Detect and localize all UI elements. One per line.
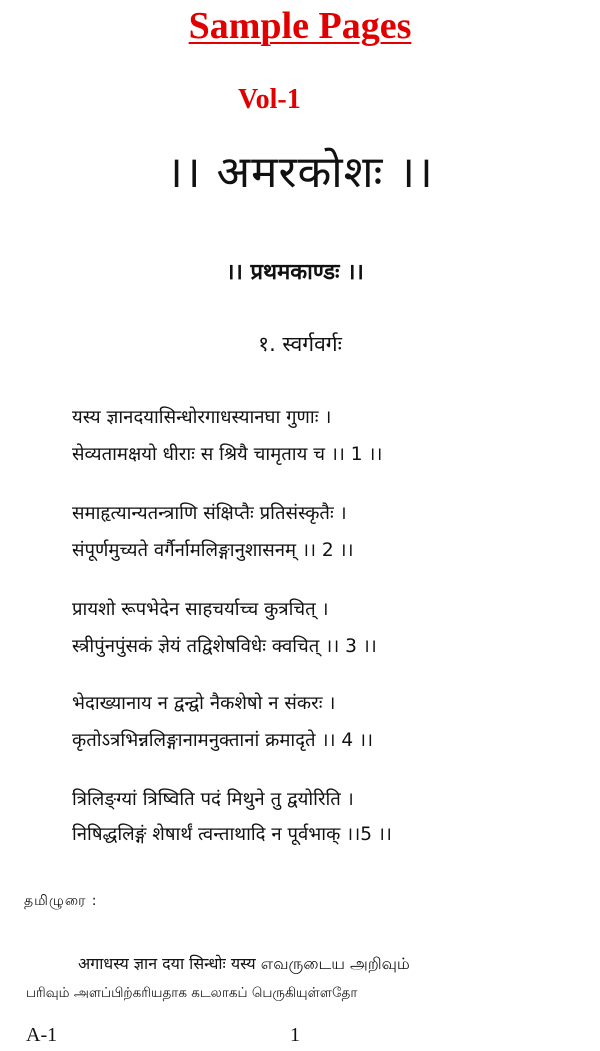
page-number: 1 — [290, 1024, 300, 1046]
section-label: A-1 — [26, 1024, 58, 1046]
verse-3-line-1: प्रायशो रूपभेदेन साहचर्याच्च कुत्रचित् । — [72, 599, 329, 620]
verse-3-line-2: स्त्रीपुंनपुंसकं ज्ञेयं तद्विशेषविधेः क्वचित् ।। 3 ।। — [72, 636, 377, 657]
commentary-line-1: अगाधस्य ज्ञान दया सिन्धोः यस्य எவருடைய அறிவும் — [78, 954, 410, 973]
verse-1-line-1: यस्य ज्ञानदयासिन्धोरगाधस्यानघा गुणाः । — [72, 407, 332, 428]
commentary-heading: தமிழுரை : — [24, 893, 98, 909]
sample-pages-title: Sample Pages — [188, 5, 412, 47]
book-title: ।। अमरकोशः ।। — [166, 147, 434, 198]
verse-4-line-2: कृतोऽत्रभिन्नलिङ्गानामनुक्तानां क्रमादृते ।। 4 ।। — [72, 730, 374, 751]
verse-5-line-1: त्रिलिङ्ग्यां त्रिष्विति पदं मिथुने तु द्वयोरिति । — [72, 789, 354, 810]
commentary-line-2: பரிவும் அளப்பிற்கரியதாக கடலாகப் பெருகியுள்ளதோ — [26, 985, 358, 1001]
verse-1-line-2: सेव्यतामक्षयो धीराः स श्रियै चामृताय च ।। 1 ।। — [72, 444, 383, 465]
verse-2-line-1: समाहृत्यान्यतन्त्राणि संक्षिप्तैः प्रतिसंस्कृतैः । — [72, 503, 347, 524]
verse-4-line-1: भेदाख्यानाय न द्वन्द्वो नैकशेषो न संकरः । — [72, 693, 336, 714]
verse-5-line-2: निषिद्धलिङ्गं शेषार्थं त्वन्ताथादि न पूर्वभाक् ।।5 ।। — [72, 824, 392, 845]
varga-heading: १. स्वर्गवर्गः — [258, 332, 342, 356]
verse-2-line-2: संपूर्णमुच्यते वर्गैर्नामलिङ्गानुशासनम् ।। 2 ।। — [72, 540, 354, 561]
volume-label: Vol-1 — [238, 84, 301, 115]
kanda-heading: ।। प्रथमकाण्डः ।। — [226, 260, 364, 285]
